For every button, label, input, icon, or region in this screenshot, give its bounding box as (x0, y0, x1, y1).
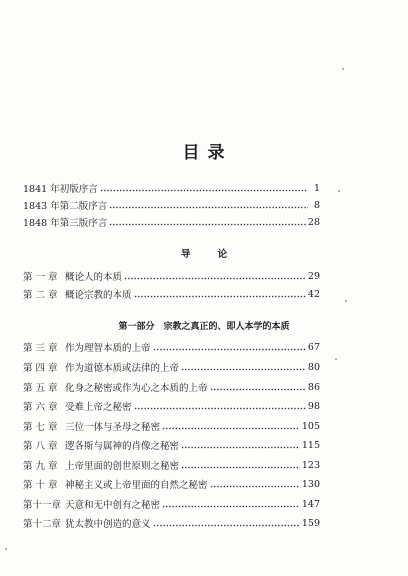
section-heading-part-1: 第一部分 宗教之真正的、即人本学的本质 (118, 322, 290, 332)
chapter-title: 逻各斯与属神的肖像之秘密 (65, 441, 180, 452)
chapter-number: 第 一 章 (23, 272, 58, 283)
dot-leader (210, 478, 300, 488)
toc-entry-chapter-4[interactable] (23, 360, 320, 374)
chapter-title: 上帝里面的创世原则之秘密 (65, 461, 180, 472)
chapter-title: 天意和无中创有之秘密 (65, 500, 161, 511)
toc-page-number: 105 (301, 420, 320, 432)
chapter-title: 作为道德本质或法律的上帝 (65, 363, 180, 374)
page-title: 目 录 (182, 143, 226, 163)
scan-speck (345, 300, 347, 302)
scan-speck (342, 68, 344, 70)
dot-leader (162, 420, 300, 430)
dot-leader (162, 498, 300, 508)
toc-entry-chapter-1[interactable] (23, 269, 320, 283)
toc-entry-chapter-7[interactable] (23, 419, 320, 433)
chapter-title: 犹太教中创造的意义 (65, 519, 151, 530)
toc-page-number: 123 (301, 459, 320, 471)
toc-page-number: 86 (307, 381, 320, 393)
chapter-title: 概论宗教的本质 (65, 290, 132, 301)
toc-entry-label: 1848 年第三版序言 (23, 218, 108, 229)
toc-entry-chapter-5[interactable] (23, 380, 320, 394)
chapter-title: 作为理智本质的上帝 (65, 343, 151, 354)
toc-page-number: 115 (301, 439, 320, 451)
dot-leader (124, 270, 306, 280)
chapter-title: 受难上帝之秘密 (65, 402, 132, 413)
toc-page-number: 8 (313, 199, 320, 211)
chapter-number: 第 四 章 (23, 363, 58, 374)
toc-entry-preface-1841[interactable] (23, 181, 320, 195)
dot-leader (109, 216, 306, 226)
chapter-title: 概论人的本质 (65, 272, 123, 283)
toc-entry-chapter-2[interactable] (23, 287, 320, 301)
toc-page-number: 1 (313, 182, 320, 194)
dot-leader (153, 517, 300, 527)
scan-speck (5, 548, 7, 550)
chapter-number: 第 十 章 (23, 480, 58, 491)
dot-leader (134, 288, 306, 298)
toc-page-number: 98 (307, 400, 320, 412)
toc-entry-label: 1841 年初版序言 (23, 184, 98, 195)
toc-entry-chapter-8[interactable] (23, 438, 320, 452)
chapter-number: 第十二章 (23, 519, 62, 530)
chapter-title: 三位一体与圣母之秘密 (65, 422, 161, 433)
chapter-number: 第 三 章 (23, 343, 58, 354)
toc-entry-chapter-12[interactable] (23, 516, 320, 530)
toc-entry-preface-1848[interactable] (23, 215, 320, 229)
dot-leader (181, 459, 300, 469)
chapter-number: 第 五 章 (23, 383, 58, 394)
chapter-number: 第十一章 (23, 500, 62, 511)
toc-page-number: 80 (307, 361, 320, 373)
chapter-title: 化身之秘密或作为心之本质的上帝 (65, 383, 208, 394)
dot-leader (181, 439, 300, 449)
chapter-number: 第 八 章 (23, 441, 58, 452)
toc-entry-chapter-10[interactable] (23, 477, 320, 491)
chapter-number: 第 七 章 (23, 422, 58, 433)
chapter-number: 第 九 章 (23, 461, 58, 472)
dot-leader (109, 199, 308, 209)
toc-entry-label: 1843 年第二版序言 (23, 201, 108, 212)
dot-leader (134, 400, 306, 410)
toc-entry-chapter-11[interactable] (23, 497, 320, 511)
section-heading-intro: 导 论 (180, 249, 240, 260)
dot-leader (153, 341, 306, 351)
toc-page-number: 28 (307, 216, 320, 228)
chapter-number: 第 二 章 (23, 290, 58, 301)
scan-speck (335, 358, 337, 360)
dot-leader (210, 381, 306, 391)
toc-entry-chapter-3[interactable] (23, 340, 320, 354)
toc-page-number: 42 (307, 288, 320, 300)
toc-entry-preface-1843[interactable] (23, 198, 320, 212)
toc-page-number: 67 (307, 341, 320, 353)
toc-entry-chapter-6[interactable] (23, 399, 320, 413)
chapter-number: 第 六 章 (23, 402, 58, 413)
toc-page-number: 147 (301, 498, 320, 510)
toc-page-number: 130 (301, 478, 320, 490)
dot-leader (181, 361, 306, 371)
chapter-title: 神秘主义或上帝里面的自然之秘密 (65, 480, 208, 491)
toc-page-number: 159 (301, 517, 320, 529)
dot-leader (100, 182, 308, 192)
toc-page-number: 29 (307, 270, 320, 282)
toc-entry-chapter-9[interactable] (23, 458, 320, 472)
scan-speck (338, 190, 340, 192)
